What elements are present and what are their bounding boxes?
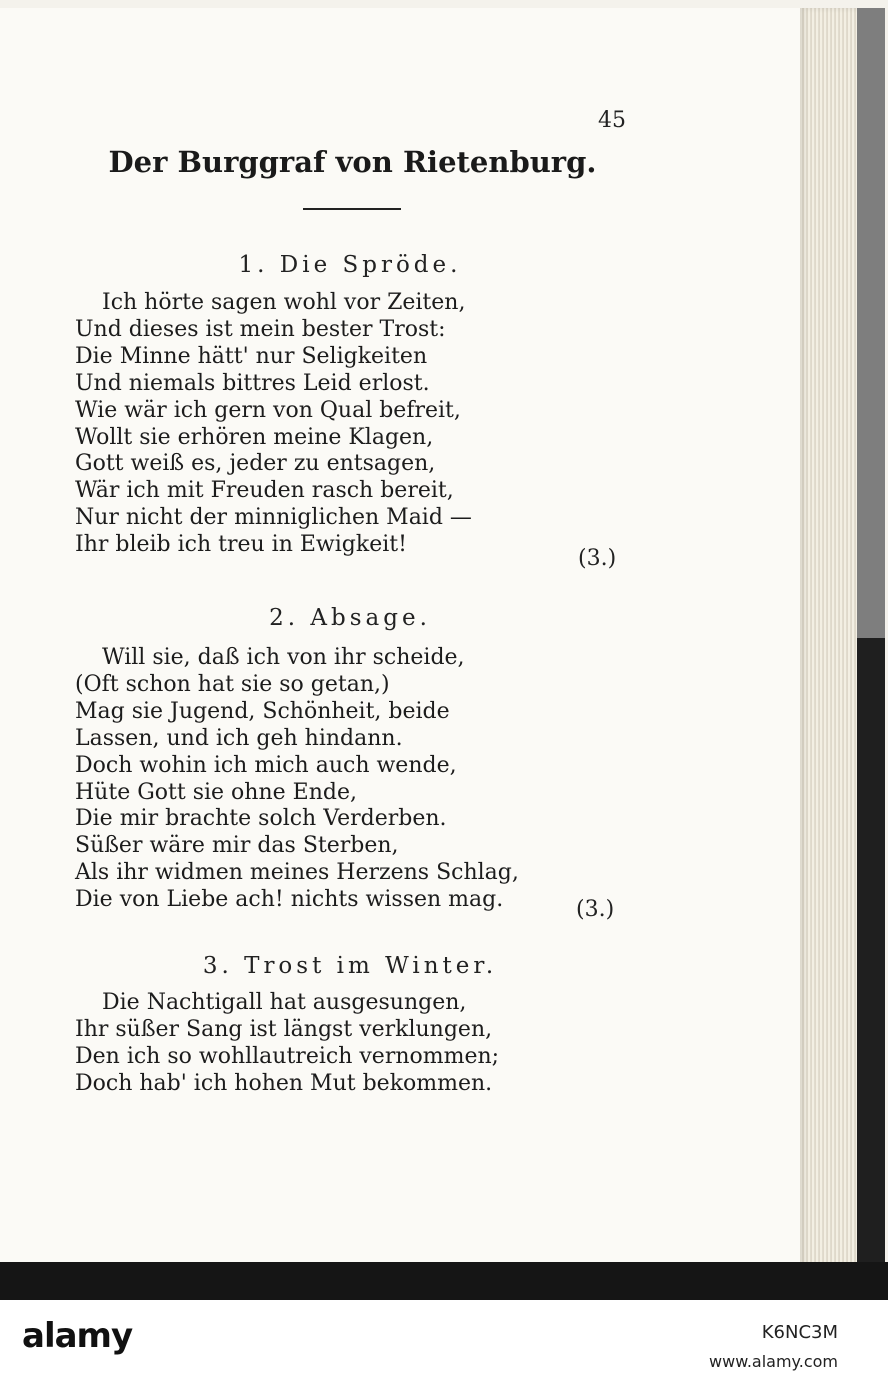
poem-reference-2: (3.)	[576, 897, 615, 922]
verse-line: Wär ich mit Freuden rasch bereit,	[75, 478, 454, 504]
verse-line: Gott weiß es, jeder zu entsagen,	[75, 451, 436, 477]
verse-line: Wie wär ich gern von Qual befreit,	[75, 397, 461, 423]
page-number: 45	[598, 108, 626, 133]
site-url: www.alamy.com	[709, 1352, 838, 1371]
poem-heading-3: 3. Trost im Winter.	[202, 953, 498, 979]
verse-line: Ihr bleib ich treu in Ewigkeit!	[75, 532, 407, 558]
poem-stanza-3	[75, 990, 635, 1098]
verse-line: Als ihr widmen meines Herzens Schlag,	[75, 860, 519, 886]
poem-stanza-2	[75, 645, 635, 914]
verse-line: (Oft schon hat sie so getan,)	[75, 671, 390, 697]
verse-line: Ich hörte sagen wohl vor Zeiten,	[102, 290, 466, 315]
watermark-footer	[0, 1300, 888, 1390]
verse-line: Den ich so wohllautreich vernommen;	[75, 1043, 500, 1069]
alamy-logo: alamy	[22, 1316, 133, 1356]
verse-line: Und niemals bittres Leid erlost.	[75, 370, 430, 396]
poem-reference-1: (3.)	[578, 546, 617, 571]
verse-line: Doch wohin ich mich auch wende,	[75, 752, 457, 778]
verse-line: Wollt sie erhören meine Klagen,	[75, 424, 434, 450]
poem-heading-2: 2. Absage.	[269, 605, 431, 631]
verse-line: Und dieses ist mein bester Trost:	[75, 316, 446, 342]
verse-line: Hüte Gott sie ohne Ende,	[75, 779, 357, 805]
verse-line: Nur nicht der minniglichen Maid —	[75, 505, 472, 531]
book-spine-edge	[857, 8, 885, 1270]
verse-line: Die mir brachte solch Verderben.	[75, 806, 447, 832]
spine-band	[857, 8, 885, 638]
image-id: K6NC3M	[761, 1322, 838, 1343]
verse-line: Die von Liebe ach! nichts wissen mag.	[75, 887, 504, 913]
verse-line: Die Minne hätt' nur Seligkeiten	[75, 343, 428, 369]
verse-line: Lassen, und ich geh hindann.	[75, 725, 403, 751]
poem-stanza-1	[75, 290, 635, 559]
verse-line: Will sie, daß ich von ihr scheide,	[102, 645, 465, 670]
verse-line: Doch hab' ich hohen Mut bekommen.	[75, 1070, 493, 1096]
scan-bottom-edge	[0, 1262, 888, 1300]
verse-line: Mag sie Jugend, Schönheit, beide	[75, 698, 450, 724]
verse-line: Die Nachtigall hat ausgesungen,	[102, 990, 467, 1015]
page-title: Der Burggraf von Rietenburg.	[108, 145, 597, 179]
verse-line: Ihr süßer Sang ist längst verklungen,	[75, 1016, 493, 1042]
verse-line: Süßer wäre mir das Sterben,	[75, 833, 399, 859]
page-edges	[800, 8, 860, 1270]
title-divider	[303, 208, 401, 210]
poem-heading-1: 1. Die Spröde.	[238, 252, 462, 278]
